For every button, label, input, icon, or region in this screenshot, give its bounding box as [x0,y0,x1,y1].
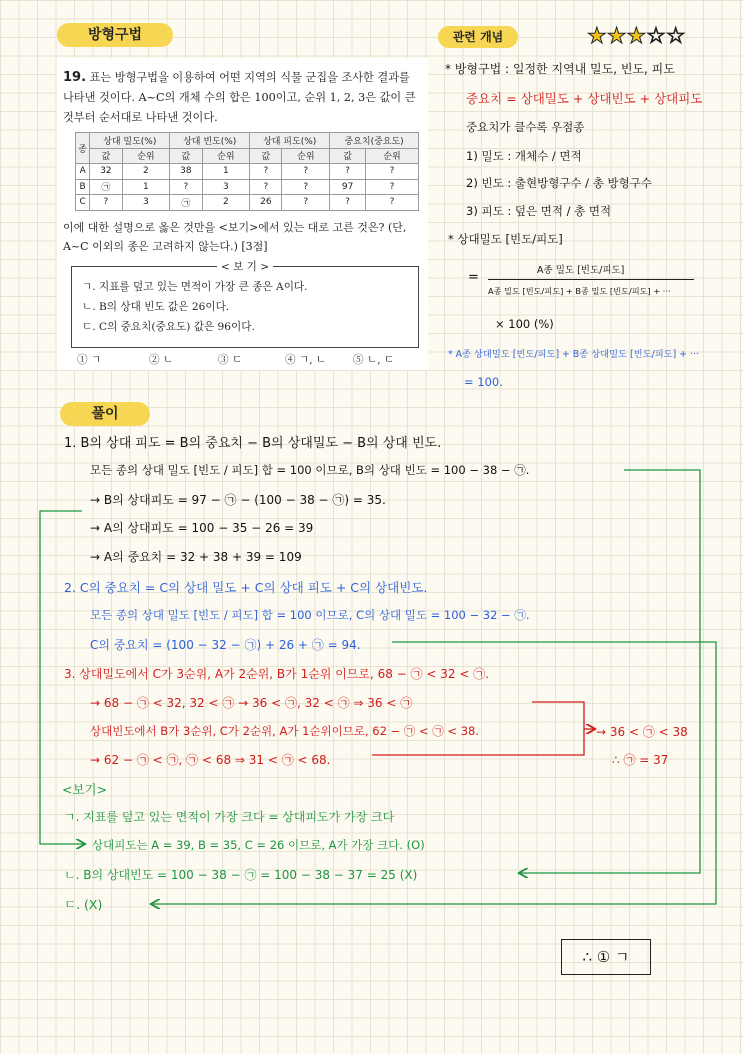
table-cell: 97 [330,179,366,195]
table-row [76,164,419,180]
problem-card [57,58,428,370]
table-subhead: 순위 [282,148,330,164]
table-row [76,179,419,195]
table-row [76,195,419,211]
solution-line: → B의 상대피도 = 97 − ㉠ − (100 − 38 − ㉠) = 35. [90,493,386,507]
choice-5[interactable]: ⑤ ㄴ, ㄷ [353,354,395,366]
problem-stem [63,68,423,128]
solution-line: ㄴ. B의 상대빈도 = 100 − 38 − ㉠ = 100 − 38 − 37 = 25 (X) [64,868,418,882]
choice-1[interactable]: ① ㄱ [77,354,102,366]
table-cell: ? [330,164,366,180]
solution-line: 1. B의 상대 피도 = B의 중요치 − B의 상대밀도 − B의 상대 빈도. [64,436,442,451]
table-subhead: 순위 [122,148,170,164]
data-table [75,132,419,211]
table-subhead: 값 [90,148,122,164]
fraction-equals: = [468,270,479,285]
choice-3[interactable]: ③ ㄷ [218,354,243,366]
choice-2[interactable]: ② ㄴ [149,354,174,366]
concept-line: 1) 밀도 : 개체수 / 면적 [466,149,582,163]
table-cell: ? [170,179,202,195]
choice-4[interactable]: ④ ㄱ, ㄴ [285,354,327,366]
problem-stem-text: 표는 방형구법을 이용하여 어떤 지역의 식물 군집을 조사한 결과를 나타낸 것이다. A~C의 개체 수의 합은 100이고, 순위 1, 2, 3은 값이 큰 것부터 순서대로 나타낸 것이다. [63,71,416,124]
star-filled-icon: ★★★ [587,24,647,49]
solution-line: 모든 종의 상대 밀도 [빈도 / 피도] 합 = 100 이므로, B의 상대 빈도 = 100 − 38 − ㉠. [90,463,530,477]
table-cell: ? [330,195,366,211]
table-cell: ? [250,164,282,180]
concept-line: 중요치가 클수록 우점종 [466,120,585,134]
table-subhead: 순위 [202,148,250,164]
table-cell: ㉠ [170,195,202,211]
solution-line: 상대빈도에서 B가 3순위, C가 2순위, A가 1순위이므로, 62 − ㉠ < ㉠ < 38. [90,724,480,738]
concept-line: 중요치 = 상대밀도 + 상대빈도 + 상대피도 [466,91,703,106]
section-tag-concept: 관련 개념 [438,26,518,48]
table-cell: ? [250,179,282,195]
value-result: ∴ ㉠ = 37 [612,753,669,767]
table-cell: 38 [170,164,202,180]
problem-number: 19. [63,70,87,85]
section-tag-method: 방형구법 [57,23,173,47]
solution-line: ㄱ. 지표를 덮고 있는 면적이 가장 크다 = 상대피도가 가장 크다 [64,810,395,824]
fraction-numerator: A종 밀도 [빈도/피도] [537,265,625,276]
section-tag-solution: 풀이 [60,402,150,426]
bogi-heading: <보기> [62,782,108,797]
table-cell: ? [365,179,418,195]
table-cell: ? [282,164,330,180]
table-cell: 2 [202,195,250,211]
fraction-denominator: A종 밀도 [빈도/피도] + B종 밀도 [빈도/피도] + ··· [488,286,671,296]
fraction-bar [488,279,694,280]
problem-question: 이에 대한 설명으로 옳은 것만을 <보기>에서 있는 대로 고른 것은? (단, A~C 이외의 종은 고려하지 않는다.) [3점] [63,221,407,253]
bogi-box [71,261,419,348]
table-head: 종 [76,133,90,164]
final-answer-box: ∴ ① ㄱ [561,939,651,975]
solution-line: → A의 중요치 = 32 + 38 + 39 = 109 [90,550,302,564]
table-cell: 2 [122,164,170,180]
solution-line: → 62 − ㉠ < ㉠, ㉠ < 68 ⇒ 31 < ㉠ < 68. [90,753,331,767]
range-result: → 36 < ㉠ < 38 [596,725,688,739]
table-cell: 26 [250,195,282,211]
table-cell: 3 [202,179,250,195]
solution-line: 3. 상대밀도에서 C가 3순위, A가 2순위, B가 1순위 이므로, 68 − ㉠ < 32 < ㉠. [64,667,490,681]
bogi-title-text: < 보 기 > [217,261,273,273]
solution-line: 상대피도는 A = 39, B = 35, C = 26 이므로, A가 가장 크다. (O) [92,838,425,852]
table-cell: B [76,179,90,195]
concept-line: 2) 빈도 : 출현방형구수 / 총 방형구수 [466,176,652,190]
table-head: 중요치(중요도) [330,133,419,149]
table-cell: 32 [90,164,122,180]
solution-line: C의 중요치 = (100 − 32 − ㉠) + 26 + ㉠ = 94. [90,638,361,652]
solution-line: 2. C의 중요치 = C의 상대 밀도 + C의 상대 피도 + C의 상대빈도. [64,580,428,595]
table-cell: A [76,164,90,180]
difficulty-stars [587,24,686,49]
table-cell: ? [365,164,418,180]
table-head: 상대 밀도(%) [90,133,170,149]
table-cell: ? [282,195,330,211]
table-cell: ㉠ [90,179,122,195]
table-subhead: 값 [250,148,282,164]
table-cell: 3 [122,195,170,211]
concept-line: * 방형구법 : 일정한 지역내 밀도, 빈도, 피도 [445,62,675,76]
table-head: 상대 빈도(%) [170,133,250,149]
table-cell: 1 [122,179,170,195]
bogi-item: ㄴ. B의 상대 빈도 값은 26이다. [82,301,230,313]
solution-line: → 68 − ㉠ < 32, 32 < ㉠ → 36 < ㉠, 32 < ㉠ ⇒ 36 < ㉠ [90,696,413,710]
concept-line: × 100 (%) [495,317,554,331]
table-subhead: 순위 [365,148,418,164]
concept-line: * 상대밀도 [빈도/피도] [448,232,563,246]
table-cell: ? [90,195,122,211]
bogi-title [72,257,418,277]
solution-line: → A의 상대피도 = 100 − 35 − 26 = 39 [90,521,314,535]
solution-line: 모든 종의 상대 밀도 [빈도 / 피도] 합 = 100 이므로, C의 상대 밀도 = 100 − 32 − ㉠. [90,608,530,622]
arrow-to-nieun [520,470,700,873]
star-empty-icon: ☆☆ [646,24,686,49]
table-subhead: 값 [330,148,366,164]
concept-line: = 100. [464,375,503,389]
bogi-item: ㄷ. C의 중요치(중요도) 값은 96이다. [82,321,255,333]
bogi-item: ㄱ. 지표를 덮고 있는 면적이 가장 큰 종은 A이다. [82,281,308,293]
table-cell: 1 [202,164,250,180]
table-cell: C [76,195,90,211]
table-head: 상대 피도(%) [250,133,330,149]
concept-line: 3) 피도 : 덮은 면적 / 총 면적 [466,204,612,218]
concept-line: * A종 상대밀도 [빈도/피도] + B종 상대밀도 [빈도/피도] + ··· [448,349,699,360]
solution-line: ㄷ. (X) [64,897,103,912]
table-subhead: 값 [170,148,202,164]
table-cell: ? [282,179,330,195]
table-cell: ? [365,195,418,211]
